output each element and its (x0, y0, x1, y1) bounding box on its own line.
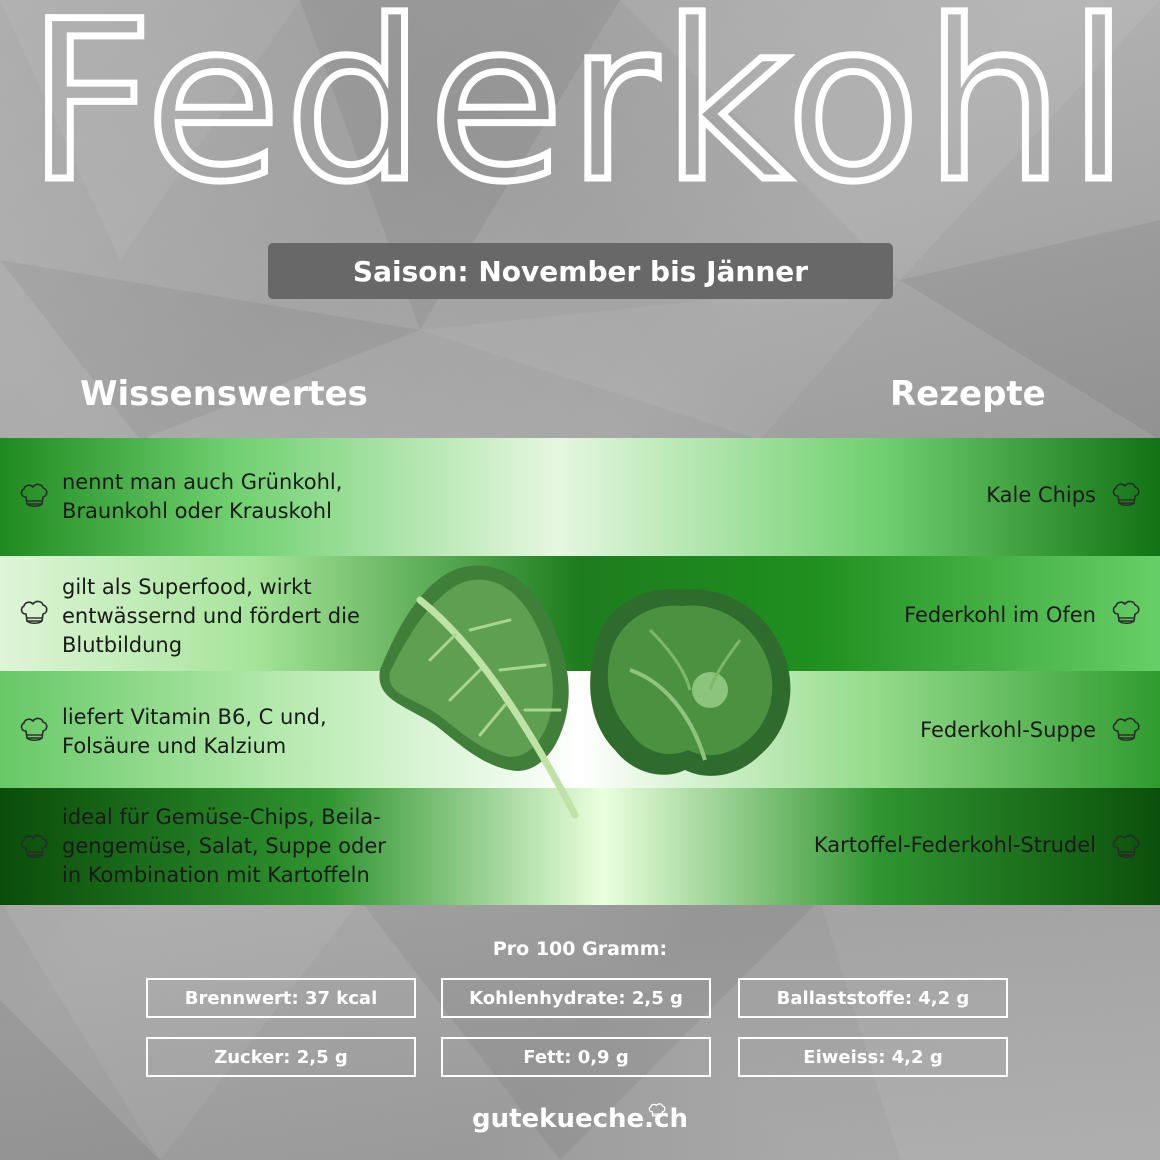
nutrition-fat: Fett: 0,9 g (441, 1037, 711, 1077)
brand-logo-text[interactable]: gutekueche.ch (472, 1104, 688, 1134)
fact-2 (62, 573, 462, 660)
nutrition-sugar: Zucker: 2,5 g (146, 1037, 416, 1077)
chef-hat-icon (1110, 717, 1142, 743)
nutrition-fiber: Ballaststoffe: 4,2 g (738, 978, 1008, 1018)
page-title (0, 0, 1160, 210)
recipe-link-4[interactable]: Kartoffel-Federkohl-Strudel (813, 833, 1096, 857)
title-text: Federkohl (26, 0, 1134, 210)
fact-4-line-2: gengemüse, Salat, Suppe oder (62, 834, 386, 858)
fact-4-line-3: in Kombination mit Kartoffeln (62, 863, 370, 887)
fact-2-line-1: gilt als Superfood, wirkt (62, 575, 312, 599)
season-badge: Saison: November bis Jänner (268, 243, 893, 299)
fact-1 (62, 468, 462, 526)
fact-1-line-1: nennt man auch Grünkohl, (62, 470, 343, 494)
recipe-link-2[interactable]: Federkohl im Ofen (904, 603, 1096, 627)
fact-3-line-2: Folsäure und Kalzium (62, 734, 287, 758)
chef-hat-icon (18, 483, 50, 509)
fact-3 (62, 703, 462, 761)
nutrition-heading: Pro 100 Gramm: (492, 938, 668, 960)
nutrition-protein: Eiweiss: 4,2 g (738, 1037, 1008, 1077)
nutrition-carbs: Kohlenhydrate: 2,5 g (441, 978, 711, 1018)
chef-hat-icon (18, 717, 50, 743)
chef-hat-icon (1110, 600, 1142, 626)
fact-3-line-1: liefert Vitamin B6, C und, (62, 705, 327, 729)
recipes-heading: Rezepte (890, 374, 1046, 414)
fact-2-line-3: Blutbildung (62, 633, 183, 657)
recipe-link-1[interactable]: Kale Chips (986, 483, 1096, 507)
chef-hat-icon (18, 834, 50, 860)
chef-hat-icon (646, 1103, 668, 1119)
chef-hat-icon (1110, 834, 1142, 860)
facts-heading: Wissenswertes (80, 374, 368, 414)
fact-4-line-1: ideal für Gemüse-Chips, Beila- (62, 805, 381, 829)
fact-1-line-2: Braunkohl oder Krauskohl (62, 499, 332, 523)
recipe-link-3[interactable]: Federkohl-Suppe (920, 718, 1096, 742)
chef-hat-icon (1110, 482, 1142, 508)
nutrition-energy: Brennwert: 37 kcal (146, 978, 416, 1018)
fact-4 (62, 803, 462, 890)
fact-2-line-2: entwässernd und fördert die (62, 604, 360, 628)
chef-hat-icon (18, 600, 50, 626)
